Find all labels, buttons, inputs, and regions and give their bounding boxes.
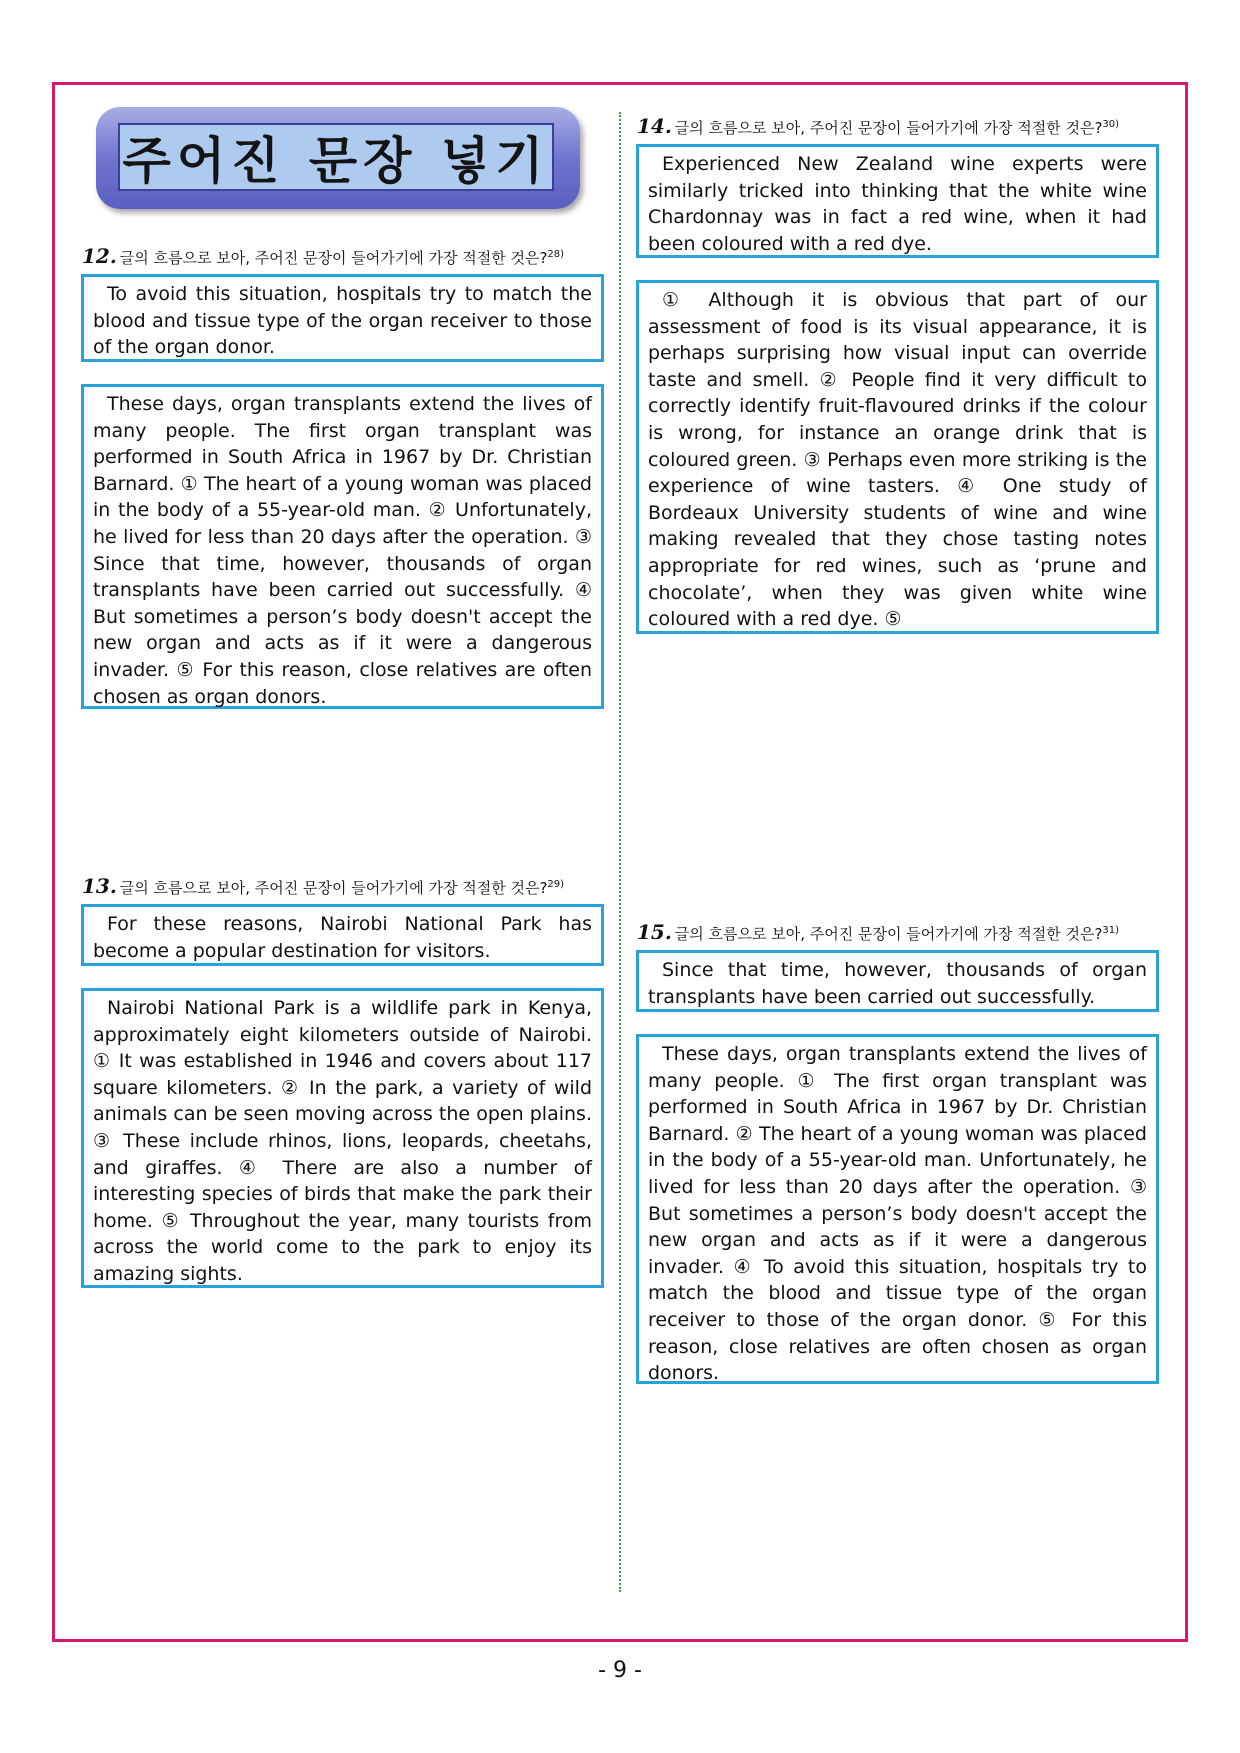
question-reference: 29) (547, 879, 565, 890)
column-divider (619, 112, 621, 1592)
question-reference: 30) (1102, 119, 1120, 130)
question-reference: 28) (547, 249, 565, 260)
question-15-passage (636, 1034, 1159, 1384)
question-14-passage (636, 280, 1159, 634)
passage-text: Nairobi National Park is a wildlife park in Kenya, approximately eight kilometers outside of Nairobi. ① It was established in 1946 and covers about 117 square kilometers. ② In the park, a variety of wild animals can be seen moving across the open plains. ③ These include rhinos, lions, leopards, cheetahs, and giraffes. ④ There are also a number of interesting species of birds that make the park their home. ⑤ Throughout the year, many tourists from across the world come to the park to enjoy its amazing sights. (93, 997, 592, 1285)
passage-text: These days, organ transplants extend the lives of many people. ① The first organ transplant was performed in South Africa in 1967 by Dr. Christian Barnard. ② The heart of a young woman was placed in the body of a 55-year-old man. Unfortunately, he lived for less than 20 days after the operation. ③ But sometimes a person’s body doesn't accept the new organ and acts as if it were a dangerous invader. ④ To avoid this situation, hospitals try to match the blood and tissue type of the organ receiver to those of the organ donor. ⑤ For this reason, close relatives are often chosen as organ donors. (648, 1043, 1147, 1385)
passage-text: ① Although it is obvious that part of our assessment of food is its visual appearance, it is perhaps surprising how visual input can override taste and smell. ② People find it very difficult to correctly identify fruit-flavoured drinks if the colour is wrong, for instance an orange drink that is coloured green. ③ Perhaps even more striking is the experience of wine tasters. ④ One study of Bordeaux University students of wine and wine making revealed that they chose tasting notes appropriate for red wines, such as ‘prune and chocolate’, when they was given white wine coloured with a red dye. ⑤ (648, 289, 1147, 631)
question-12-given-sentence (81, 274, 604, 362)
question-13-passage (81, 988, 604, 1288)
question-15-given-sentence (636, 950, 1159, 1012)
page-number: - 9 - (598, 1658, 642, 1683)
question-prompt: 글의 흐름으로 보아, 주어진 문장이 들어가기에 가장 적절한 것은? (674, 119, 1103, 137)
given-sentence-text: To avoid this situation, hospitals try to match the blood and tissue type of the organ receiver to those of the organ donor. (93, 283, 592, 359)
question-12-passage (81, 384, 604, 709)
question-prompt: 글의 흐름으로 보아, 주어진 문장이 들어가기에 가장 적절한 것은? (119, 249, 548, 267)
title-plate (118, 123, 554, 191)
question-number: 12. (82, 244, 117, 268)
page-title: 주어진 문장 넣기 (122, 132, 550, 190)
question-14-header (637, 114, 1119, 138)
question-13-given-sentence (81, 904, 604, 966)
passage-text: These days, organ transplants extend the lives of many people. The first organ transplant was performed in South Africa in 1967 by Dr. Christian Barnard. ① The heart of a young woman was placed in the body of a 55-year-old man. ② Unfortunately, he lived for less than 20 days after the operation. ③ Since that time, however, thousands of organ transplants have been carried out successfully. ④ But sometimes a person’s body doesn't accept the new organ and acts as if it were a dangerous invader. ⑤ For this reason, close relatives are often chosen as organ donors. (93, 393, 592, 708)
question-number: 15. (637, 920, 672, 944)
question-prompt: 글의 흐름으로 보아, 주어진 문장이 들어가기에 가장 적절한 것은? (119, 879, 548, 897)
question-15-header (637, 920, 1119, 944)
title-banner (96, 107, 580, 209)
question-number: 13. (82, 874, 117, 898)
given-sentence-text: For these reasons, Nairobi National Park has become a popular destination for visitors. (93, 913, 592, 962)
question-prompt: 글의 흐름으로 보아, 주어진 문장이 들어가기에 가장 적절한 것은? (674, 925, 1103, 943)
given-sentence-text: Since that time, however, thousands of organ transplants have been carried out successfully. (648, 959, 1147, 1008)
given-sentence-text: Experienced New Zealand wine experts were similarly tricked into thinking that the white wine Chardonnay was in fact a red wine, when it had been coloured with a red dye. (648, 153, 1147, 255)
question-13-header (82, 874, 564, 898)
question-14-given-sentence (636, 144, 1159, 258)
question-number: 14. (637, 114, 672, 138)
question-12-header (82, 244, 564, 268)
question-reference: 31) (1102, 925, 1120, 936)
